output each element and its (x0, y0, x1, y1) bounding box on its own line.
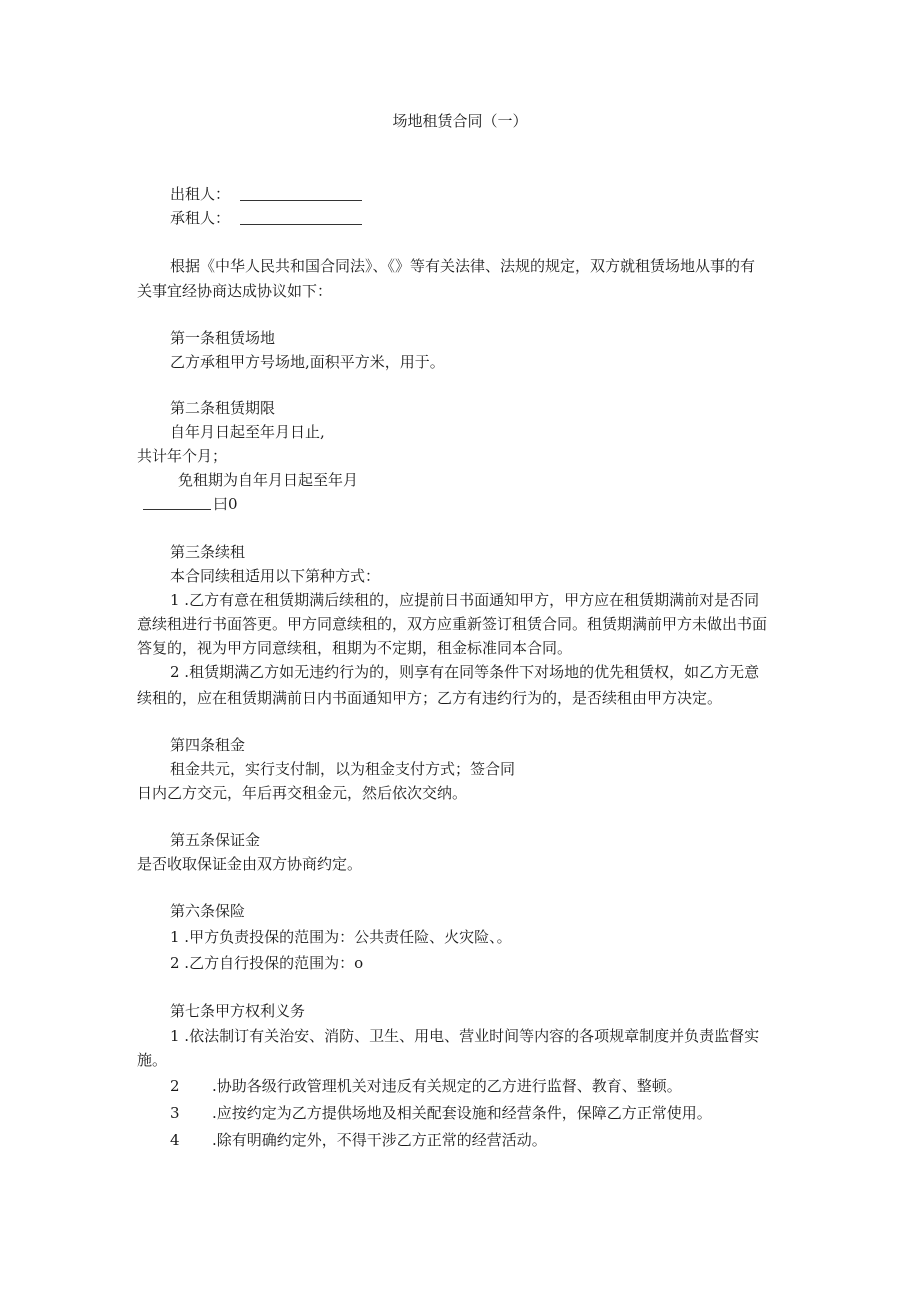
article-7-item-3-number: 3 (170, 1104, 180, 1122)
article-7-item-2-number: 2 (170, 1077, 180, 1095)
article-7-item-4-text: .除有明确约定外，不得干涉乙方正常的经营活动。 (212, 1131, 547, 1149)
article-5-heading: 第五条保证金 (170, 831, 261, 849)
article-7-item-1-line-2: 施。 (137, 1051, 168, 1069)
article-2-line-1: 自年月日起至年月日止, (170, 423, 325, 441)
article-3-item-1-line-2: 意续租进行书面答更。甲方同意续租的，双方应重新签订租赁合同。租赁期满前甲方未做出书面 (137, 615, 768, 633)
article-2-blank (143, 508, 211, 510)
article-3-item-2-line-1: 2 .租赁期满乙方如无违约行为的，则享有在同等条件下对场地的优先租赁权，如乙方无意 (170, 663, 760, 681)
article-6-item-2: 2 .乙方自行投保的范围为：o (170, 954, 364, 972)
article-7-item-4-number: 4 (170, 1131, 180, 1149)
lessee-blank (240, 223, 362, 225)
article-3-intro: 本合同续租适用以下第种方式： (170, 567, 381, 585)
lessor-blank (240, 199, 362, 201)
article-7-heading: 第七条甲方权利义务 (170, 1002, 306, 1020)
article-4-line-2: 日内乙方交元，年后再交租金元，然后依次交纳。 (137, 784, 468, 802)
article-5-body: 是否收取保证金由双方协商约定。 (137, 855, 363, 873)
article-6-item-1: 1 .甲方负责投保的范围为：公共责任险、火灾险、。 (170, 928, 512, 946)
article-3-item-2-line-2: 续租的，应在租赁期满前日内书面通知甲方；乙方有违约行为的，是否续租由甲方决定。 (137, 689, 723, 707)
article-1-heading: 第一条租赁场地 (170, 329, 276, 347)
article-2-line-4: 曰0 (213, 495, 238, 513)
lessee-label: 承租人： (170, 209, 231, 227)
article-7-item-3-text: .应按约定为乙方提供场地及相关配套设施和经营条件，保障乙方正常使用。 (212, 1104, 712, 1122)
article-2-line-3: 免租期为自年月日起至年月 (178, 471, 359, 489)
article-2-heading: 第二条租赁期限 (170, 399, 276, 417)
article-6-heading: 第六条保险 (170, 902, 246, 920)
document-title: 场地租赁合同（一） (392, 112, 528, 130)
preamble-line-1: 根据《中华人民共和国合同法》、《》等有关法律、法规的规定，双方就租赁场地从事的有 (170, 257, 756, 275)
article-2-line-2: 共计年个月； (137, 447, 228, 465)
lessor-label: 出租人： (170, 185, 231, 203)
article-3-item-1-line-3: 答复的，视为甲方同意续租，租期为不定期，租金标准同本合同。 (137, 639, 573, 657)
article-1-body: 乙方承租甲方号场地,面积平方米，用于。 (170, 353, 445, 371)
preamble-line-2: 关事宜经协商达成协议如下： (137, 282, 333, 300)
article-4-line-1: 租金共元，实行支付制，以为租金支付方式；签合同 (170, 760, 516, 778)
article-4-heading: 第四条租金 (170, 736, 246, 754)
article-3-heading: 第三条续租 (170, 543, 246, 561)
article-7-item-2-text: .协助各级行政管理机关对违反有关规定的乙方进行监督、教育、整顿。 (212, 1077, 682, 1095)
article-3-item-1-line-1: 1 .乙方有意在租赁期满后续租的，应提前日书面通知甲方，甲方应在租赁期满前对是否同 (170, 591, 760, 609)
article-7-item-1-line-1: 1 .依法制订有关治安、消防、卫生、用电、营业时间等内容的各项规章制度并负责监督实 (170, 1027, 760, 1045)
